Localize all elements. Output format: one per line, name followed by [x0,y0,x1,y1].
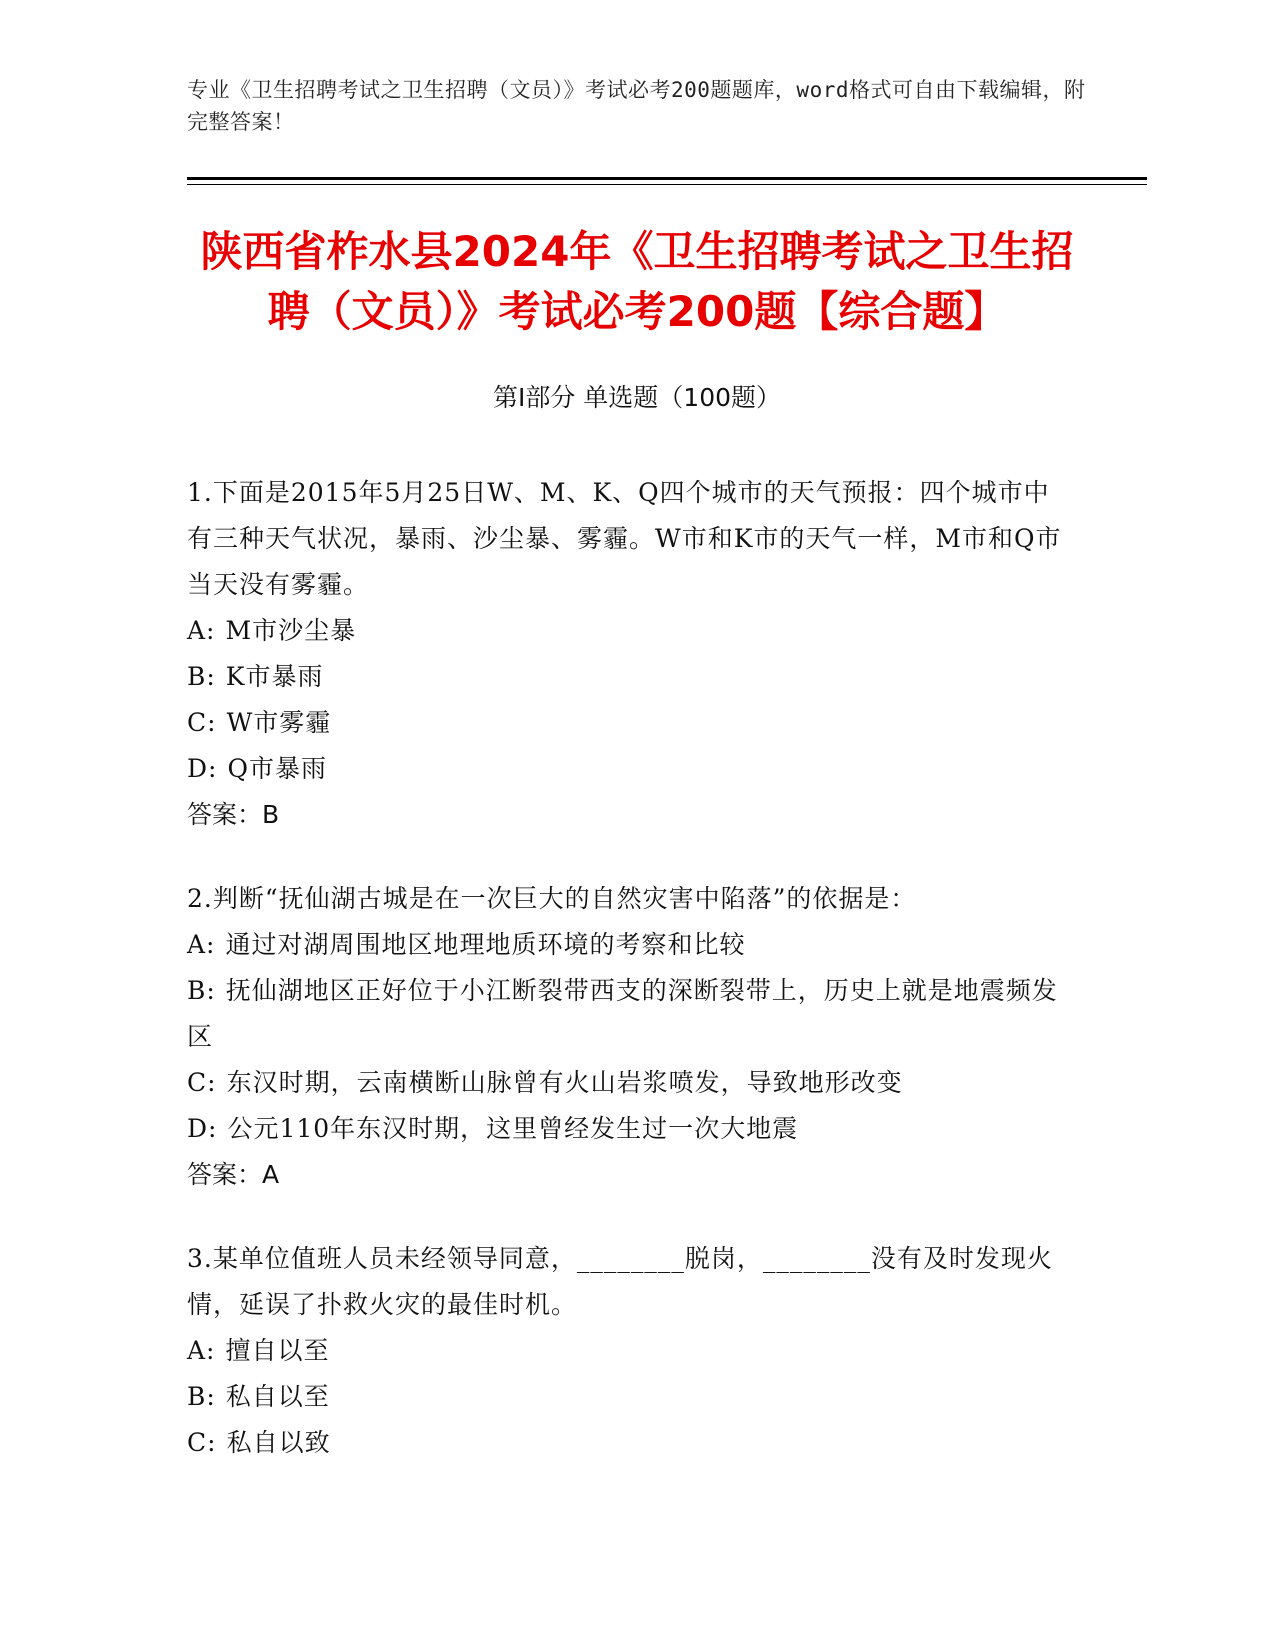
question-2 [187,876,1067,1198]
question-option-a [187,922,1067,968]
question-option-c [187,1060,1067,1106]
question-stem: 3.某单位值班人员未经领导同意，________脱岗，________没有及时发现火情，延误了扑救火灾的最佳时机。 [187,1244,1053,1319]
question-answer: 答案：A [187,1160,280,1189]
option-text: 东汉时期，云南横断山脉曾有火山岩浆喷发，导致地形改变 [226,1068,903,1097]
header-rule-thick [187,177,1147,180]
question-option-d [187,746,1067,792]
option-letter: A: [187,616,216,645]
option-letter: B: [187,1382,216,1411]
option-text: W市雾霾 [226,708,332,737]
section-title: 第Ⅰ部分 单选题（100题） [492,383,782,412]
question-option-c [187,1420,1067,1466]
question-1 [187,470,1067,838]
question-stem: 2.判断“抚仙湖古城是在一次巨大的自然灾害中陷落”的依据是： [187,884,917,913]
option-text: K市暴雨 [225,662,324,691]
option-text: M市沙尘暴 [225,616,357,645]
question-answer: 答案：B [187,800,280,829]
option-text: 私自以致 [226,1428,331,1457]
option-text: Q市暴雨 [227,754,327,783]
option-text: 公元110年东汉时期，这里曾经发生过一次大地震 [227,1114,799,1143]
option-letter: D: [187,754,218,783]
question-option-b [187,1374,1067,1420]
option-letter: C: [187,708,217,737]
question-option-b [187,968,1067,1060]
option-text: 抚仙湖地区正好位于小江断裂带西支的深断裂带上，历史上就是地震频发区 [187,976,1058,1051]
option-text: 通过对湖周围地区地理地质环境的考察和比较 [225,930,746,959]
header-rule-thin [187,184,1147,185]
document-title: 陕西省柞水县2024年《卫生招聘考试之卫生招聘（文员）》考试必考200题【综合题】 [200,227,1074,336]
question-option-b [187,654,1067,700]
option-letter: D: [187,1114,218,1143]
header-note: 专业《卫生招聘考试之卫生招聘（文员）》考试必考200题题库，word格式可自由下载编辑，附完整答案！ [187,78,1086,134]
option-letter: B: [187,976,216,1005]
question-list [187,470,1067,1504]
question-option-d [187,1106,1067,1152]
question-option-c [187,700,1067,746]
option-letter: C: [187,1428,217,1457]
question-stem: 1.下面是2015年5月25日W、M、K、Q四个城市的天气预报：四个城市中有三种天气状况，暴雨、沙尘暴、雾霾。W市和K市的天气一样，M市和Q市当天没有雾霾。 [187,478,1062,599]
option-text: 擅自以至 [225,1336,330,1365]
question-3 [187,1236,1067,1466]
option-text: 私自以至 [225,1382,330,1411]
question-option-a [187,608,1067,654]
option-letter: A: [187,930,216,959]
option-letter: A: [187,1336,216,1365]
question-option-a [187,1328,1067,1374]
option-letter: C: [187,1068,217,1097]
option-letter: B: [187,662,216,691]
